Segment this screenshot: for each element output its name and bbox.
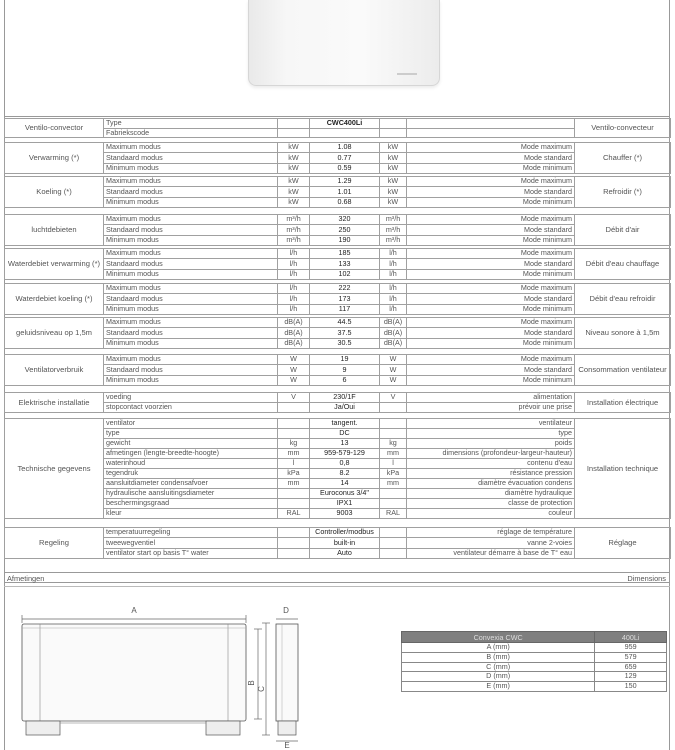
dim-d-label: D — [283, 606, 289, 615]
row-label-nl: type — [104, 429, 278, 439]
group-label-fr: Débit d'eau refroidir — [575, 284, 671, 315]
unit-cell: mm — [380, 479, 407, 489]
unit-cell: dB(A) — [380, 338, 407, 348]
row-label-fr: couleur — [407, 509, 575, 519]
unit-cell: kW — [278, 177, 310, 187]
row-label-fr: vanne 2-voies — [407, 538, 575, 548]
spec-group-table — [4, 283, 671, 315]
title-table — [4, 118, 671, 138]
spec-group-table — [4, 418, 671, 519]
spec-group-table — [4, 317, 671, 349]
table-row — [5, 177, 671, 187]
title-nl: Ventilo-convector — [5, 119, 104, 138]
row-label-nl: Minimum modus — [104, 197, 278, 207]
table-row — [402, 652, 667, 662]
value-cell: DC — [310, 429, 380, 439]
row-label-nl: tegendruk — [104, 469, 278, 479]
table-row — [5, 294, 671, 304]
value-cell: 1.08 — [310, 143, 380, 153]
row-label-nl: Minimum modus — [104, 235, 278, 245]
unit-cell: V — [278, 393, 310, 403]
unit-cell: l/h — [278, 249, 310, 259]
code-value — [310, 128, 380, 138]
dims-cell: 659 — [595, 662, 667, 672]
row-label-nl: Standaard modus — [104, 365, 278, 375]
row-label-fr: alimentation — [407, 393, 575, 403]
unit-cell — [278, 499, 310, 509]
row-label-nl: Minimum modus — [104, 375, 278, 385]
spec-group-table — [4, 176, 671, 208]
group-label-nl: Elektrische installatie — [5, 393, 104, 413]
table-row — [5, 489, 671, 499]
unit-cell — [278, 429, 310, 439]
row-label-nl: kleur — [104, 509, 278, 519]
row-label-nl: waterinhoud — [104, 459, 278, 469]
row-label-nl: afmetingen (lengte-breedte-hoogte) — [104, 449, 278, 459]
unit-cell — [380, 528, 407, 538]
row-label-nl: ventilator start op basis T° water — [104, 548, 278, 558]
row-label-nl: Maximum modus — [104, 143, 278, 153]
unit-cell: W — [278, 365, 310, 375]
row-label-fr: Mode minimum — [407, 269, 575, 279]
unit-foot-left — [26, 721, 60, 735]
group-label-fr: Consommation ventilateur — [575, 355, 671, 386]
spec-group-table — [4, 392, 671, 413]
value-cell: 9 — [310, 365, 380, 375]
unit-cell — [278, 419, 310, 429]
model-name: CWC400Li — [310, 119, 380, 129]
row-label-nl: Standaard modus — [104, 259, 278, 269]
row-label-fr: Mode maximum — [407, 318, 575, 328]
row-label-fr: Mode maximum — [407, 215, 575, 225]
dims-header-variant: 400Li — [595, 632, 667, 643]
table-row — [402, 643, 667, 653]
group-label-fr: Niveau sonore à 1,5m — [575, 318, 671, 349]
row-label-fr: ventilateur — [407, 419, 575, 429]
row-label-nl: Minimum modus — [104, 304, 278, 314]
table-row — [5, 249, 671, 259]
row-label-nl: ventilator — [104, 419, 278, 429]
unit-side — [276, 624, 298, 721]
value-cell: 102 — [310, 269, 380, 279]
unit-cell: kg — [380, 439, 407, 449]
value-cell: 173 — [310, 294, 380, 304]
row-label-nl: Standaard modus — [104, 187, 278, 197]
row-label-nl: Standaard modus — [104, 225, 278, 235]
group-label-fr: Chauffer (*) — [575, 143, 671, 174]
brand-logo — [397, 73, 417, 75]
table-row — [5, 365, 671, 375]
unit-cell: l/h — [380, 259, 407, 269]
unit-cell: m³/h — [278, 225, 310, 235]
unit-cell — [278, 403, 310, 413]
code-label: Fabriekscode — [104, 128, 278, 138]
unit-cell — [380, 429, 407, 439]
unit-foot-right — [206, 721, 240, 735]
table-row — [5, 328, 671, 338]
unit-cell: RAL — [380, 509, 407, 519]
unit-cell: l/h — [380, 294, 407, 304]
table-row — [5, 338, 671, 348]
row-label-fr: Mode maximum — [407, 143, 575, 153]
row-label-nl: stopcontact voorzien — [104, 403, 278, 413]
dims-cell: B (mm) — [402, 652, 595, 662]
table-row — [5, 429, 671, 439]
value-cell: 0.59 — [310, 163, 380, 173]
unit-cell: dB(A) — [380, 328, 407, 338]
spec-group-table — [4, 214, 671, 246]
table-row — [5, 153, 671, 163]
row-label-nl: hydraulische aansluitingsdiameter — [104, 489, 278, 499]
row-label-nl: gewicht — [104, 439, 278, 449]
row-label-fr: Mode minimum — [407, 304, 575, 314]
value-cell: 6 — [310, 375, 380, 385]
table-row — [5, 197, 671, 207]
value-cell: 37.5 — [310, 328, 380, 338]
row-label-fr: Mode standard — [407, 365, 575, 375]
spec-group-table — [4, 354, 671, 386]
unit-cell: kW — [380, 187, 407, 197]
table-row — [5, 318, 671, 328]
unit-cell: W — [278, 355, 310, 365]
table-row — [5, 143, 671, 153]
row-label-fr: résistance pression — [407, 469, 575, 479]
unit-cell: l/h — [380, 249, 407, 259]
value-cell: built-in — [310, 538, 380, 548]
table-row — [5, 215, 671, 225]
row-label-fr: Mode standard — [407, 328, 575, 338]
table-row — [5, 419, 671, 429]
unit-cell — [380, 548, 407, 558]
unit-cell: m³/h — [380, 225, 407, 235]
unit-cell: kW — [380, 143, 407, 153]
dimensions-label-fr: Dimensions — [627, 574, 666, 583]
unit-cell: dB(A) — [278, 318, 310, 328]
spec-group-table — [4, 248, 671, 280]
unit-cell: kW — [278, 153, 310, 163]
group-label-nl: Waterdebiet koeling (*) — [5, 284, 104, 315]
row-label-nl: Maximum modus — [104, 215, 278, 225]
table-row — [5, 375, 671, 385]
group-label-fr: Installation technique — [575, 419, 671, 519]
value-cell: 44.5 — [310, 318, 380, 328]
row-label-nl: tweewegventiel — [104, 538, 278, 548]
unit-cell: kW — [380, 197, 407, 207]
unit-cell — [380, 403, 407, 413]
value-cell: 13 — [310, 439, 380, 449]
row-label-fr: Mode standard — [407, 225, 575, 235]
value-cell: tangent. — [310, 419, 380, 429]
value-cell: IPX1 — [310, 499, 380, 509]
row-label-nl: Standaard modus — [104, 294, 278, 304]
row-label-fr: dimensions (profondeur-largeur-hauteur) — [407, 449, 575, 459]
unit-cell: W — [380, 365, 407, 375]
row-label-fr: prévoir une prise — [407, 403, 575, 413]
value-cell: 190 — [310, 235, 380, 245]
value-cell: 0,8 — [310, 459, 380, 469]
unit-cell: l/h — [278, 259, 310, 269]
dims-cell: 150 — [595, 682, 667, 692]
dims-cell: 959 — [595, 643, 667, 653]
value-cell: 8.2 — [310, 469, 380, 479]
row-label-fr: poids — [407, 439, 575, 449]
unit-cell: m³/h — [278, 215, 310, 225]
dim-b-label: B — [247, 680, 256, 686]
value-cell: 19 — [310, 355, 380, 365]
value-cell: 230/1F — [310, 393, 380, 403]
unit-cell: kW — [278, 163, 310, 173]
unit-cell: kW — [380, 153, 407, 163]
unit-cell: RAL — [278, 509, 310, 519]
table-row — [5, 509, 671, 519]
spec-group-table — [4, 527, 671, 559]
dims-cell: 129 — [595, 672, 667, 682]
unit-cell: mm — [380, 449, 407, 459]
group-label-fr: Réglage — [575, 528, 671, 559]
group-label-nl: geluidsniveau op 1,5m — [5, 318, 104, 349]
unit-cell: l/h — [380, 304, 407, 314]
table-row — [5, 403, 671, 413]
dims-header-model: Convexia CWC — [402, 632, 595, 643]
value-cell: 250 — [310, 225, 380, 235]
table-row — [5, 449, 671, 459]
row-label-nl: Standaard modus — [104, 153, 278, 163]
dims-cell: A (mm) — [402, 643, 595, 653]
dimension-drawing — [0, 595, 330, 750]
unit-cell: kg — [278, 439, 310, 449]
row-label-nl: Minimum modus — [104, 163, 278, 173]
table-row — [5, 479, 671, 489]
row-label-fr: contenu d'eau — [407, 459, 575, 469]
row-label-fr: type — [407, 429, 575, 439]
unit-cell: dB(A) — [380, 318, 407, 328]
value-cell: Auto — [310, 548, 380, 558]
unit-cell — [278, 548, 310, 558]
row-label-fr: réglage de température — [407, 528, 575, 538]
unit-cell: dB(A) — [278, 328, 310, 338]
group-label-nl: Koeling (*) — [5, 177, 104, 208]
unit-cell: kW — [380, 163, 407, 173]
row-label-nl: Minimum modus — [104, 269, 278, 279]
group-label-nl: Technische gegevens — [5, 419, 104, 519]
value-cell: 0.68 — [310, 197, 380, 207]
unit-cell: l — [278, 459, 310, 469]
row-label-nl: beschermingsgraad — [104, 499, 278, 509]
table-row — [5, 187, 671, 197]
dim-c-label: C — [257, 686, 266, 692]
value-cell: 1.01 — [310, 187, 380, 197]
value-cell: Ja/Oui — [310, 403, 380, 413]
table-row — [5, 548, 671, 558]
row-label-fr: ventilateur démarre à base de T° eau — [407, 548, 575, 558]
row-label-fr: Mode standard — [407, 153, 575, 163]
row-label-fr: Mode maximum — [407, 284, 575, 294]
row-label-nl: voeding — [104, 393, 278, 403]
unit-cell — [278, 538, 310, 548]
value-cell: 117 — [310, 304, 380, 314]
dims-cell: C (mm) — [402, 662, 595, 672]
table-row — [5, 269, 671, 279]
table-row — [5, 225, 671, 235]
unit-cell — [380, 499, 407, 509]
unit-cell: kW — [380, 177, 407, 187]
unit-cell: mm — [278, 479, 310, 489]
unit-cell — [380, 489, 407, 499]
value-cell: 222 — [310, 284, 380, 294]
unit-cell: kW — [278, 197, 310, 207]
row-label-fr: classe de protection — [407, 499, 575, 509]
table-row — [5, 459, 671, 469]
unit-cell: kW — [278, 143, 310, 153]
table-row — [5, 259, 671, 269]
row-label-fr: Mode minimum — [407, 163, 575, 173]
row-label-fr: Mode maximum — [407, 355, 575, 365]
dim-e-label: E — [284, 741, 290, 750]
table-row — [402, 682, 667, 692]
value-cell: 1.29 — [310, 177, 380, 187]
value-cell: 959-579-129 — [310, 449, 380, 459]
table-row — [5, 163, 671, 173]
unit-cell: kW — [278, 187, 310, 197]
value-cell: 320 — [310, 215, 380, 225]
dimensions-bar — [4, 572, 670, 583]
group-label-nl: Waterdebiet verwarming (*) — [5, 249, 104, 280]
row-label-nl: Maximum modus — [104, 355, 278, 365]
row-label-nl: Maximum modus — [104, 284, 278, 294]
unit-cell: dB(A) — [278, 338, 310, 348]
unit-cell: kPa — [380, 469, 407, 479]
row-label-fr: Mode minimum — [407, 338, 575, 348]
row-label-nl: aansluitdiameter condensafvoer — [104, 479, 278, 489]
value-cell: 14 — [310, 479, 380, 489]
group-label-fr: Débit d'eau chauffage — [575, 249, 671, 280]
dim-a-label: A — [131, 606, 137, 615]
row-label-fr: diamètre hydraulique — [407, 489, 575, 499]
unit-cell: m³/h — [380, 215, 407, 225]
spec-group-table — [4, 142, 671, 174]
group-label-fr: Refroidir (*) — [575, 177, 671, 208]
table-row — [5, 284, 671, 294]
unit-cell: l/h — [278, 269, 310, 279]
unit-cell: m³/h — [278, 235, 310, 245]
row-label-fr: Mode standard — [407, 294, 575, 304]
dimensions-table — [401, 631, 667, 692]
unit-cell: l/h — [380, 284, 407, 294]
value-cell: 9003 — [310, 509, 380, 519]
row-label-fr: Mode standard — [407, 259, 575, 269]
unit-cell — [380, 538, 407, 548]
unit-cell: l/h — [278, 304, 310, 314]
unit-cell: W — [380, 355, 407, 365]
row-label-fr: Mode minimum — [407, 197, 575, 207]
dims-cell: E (mm) — [402, 682, 595, 692]
unit-cell: l/h — [380, 269, 407, 279]
dimensions-label-nl: Afmetingen — [7, 574, 45, 583]
row-label-nl: Maximum modus — [104, 177, 278, 187]
row-label-fr: Mode minimum — [407, 235, 575, 245]
value-cell: 133 — [310, 259, 380, 269]
type-label: Type — [104, 119, 278, 129]
table-row — [5, 355, 671, 365]
group-label-nl: luchtdebieten — [5, 215, 104, 246]
table-row — [5, 304, 671, 314]
value-cell: Controller/modbus — [310, 528, 380, 538]
row-label-fr: diamètre évacuation condens — [407, 479, 575, 489]
value-cell: Euroconus 3/4" — [310, 489, 380, 499]
row-label-fr: Mode minimum — [407, 375, 575, 385]
unit-cell: mm — [278, 449, 310, 459]
value-cell: 185 — [310, 249, 380, 259]
header-divider — [4, 116, 670, 117]
unit-cell — [278, 489, 310, 499]
table-row — [5, 439, 671, 449]
row-label-fr: Mode maximum — [407, 249, 575, 259]
dims-cell: D (mm) — [402, 672, 595, 682]
group-label-nl: Ventilatorverbruik — [5, 355, 104, 386]
row-label-nl: Minimum modus — [104, 338, 278, 348]
table-row — [5, 393, 671, 403]
value-cell: 0.77 — [310, 153, 380, 163]
value-cell: 30.5 — [310, 338, 380, 348]
unit-cell: l — [380, 459, 407, 469]
table-row — [402, 662, 667, 672]
table-row — [5, 528, 671, 538]
row-label-fr: Mode standard — [407, 187, 575, 197]
dims-cell: 579 — [595, 652, 667, 662]
group-label-fr: Installation électrique — [575, 393, 671, 413]
unit-cell: m³/h — [380, 235, 407, 245]
unit-cell: l/h — [278, 294, 310, 304]
table-row — [402, 672, 667, 682]
row-label-nl: temperatuurregeling — [104, 528, 278, 538]
row-label-nl: Maximum modus — [104, 249, 278, 259]
unit-cell: V — [380, 393, 407, 403]
unit-cell: W — [380, 375, 407, 385]
table-row — [5, 499, 671, 509]
row-label-nl: Standaard modus — [104, 328, 278, 338]
table-row — [5, 469, 671, 479]
group-label-nl: Regeling — [5, 528, 104, 559]
unit-cell: l/h — [278, 284, 310, 294]
unit-cell: kPa — [278, 469, 310, 479]
group-label-nl: Verwarming (*) — [5, 143, 104, 174]
unit-cell: W — [278, 375, 310, 385]
group-label-fr: Débit d'air — [575, 215, 671, 246]
product-photo — [248, 0, 440, 86]
row-label-nl: Maximum modus — [104, 318, 278, 328]
row-label-fr: Mode maximum — [407, 177, 575, 187]
title-fr: Ventilo-convecteur — [575, 119, 671, 138]
unit-front — [22, 624, 246, 721]
unit-cell — [278, 528, 310, 538]
unit-cell — [380, 419, 407, 429]
table-row — [5, 538, 671, 548]
table-row — [5, 235, 671, 245]
